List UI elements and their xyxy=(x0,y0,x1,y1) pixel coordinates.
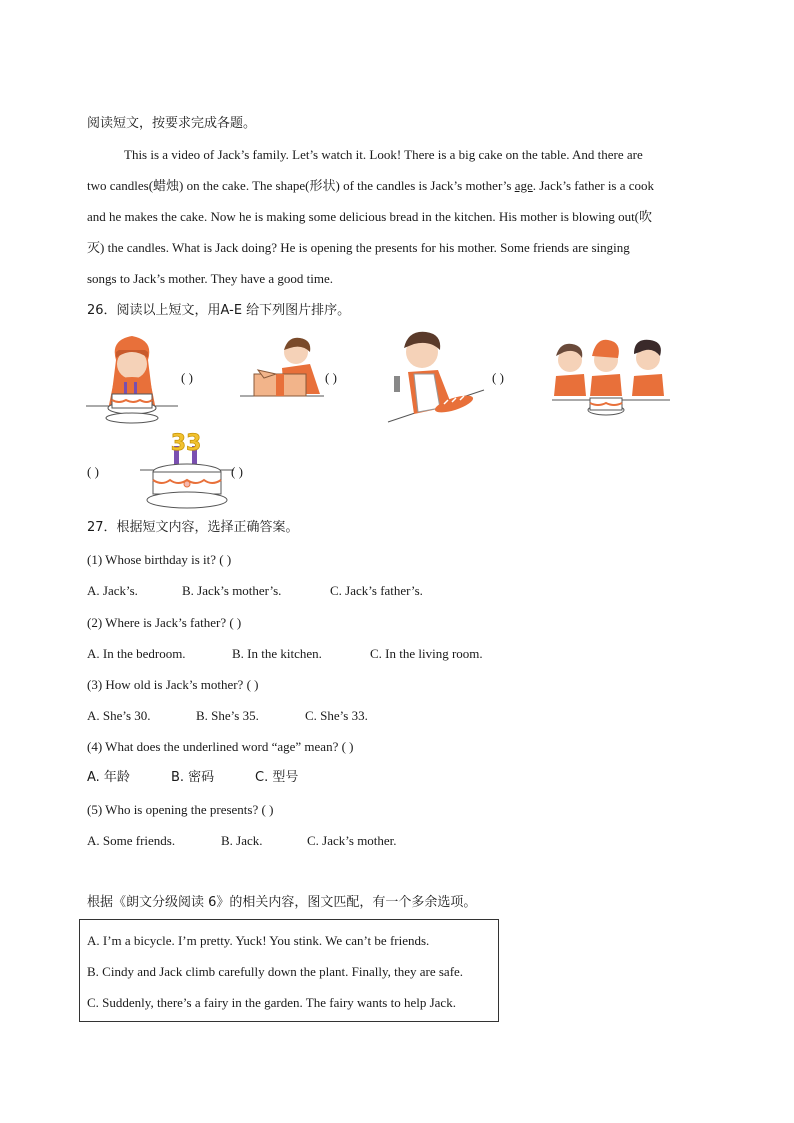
q27-4-question: (4) What does the underlined word “age” mean? ( ) xyxy=(87,739,354,754)
reading-instruction: 阅读短文，按要求完成各题。 xyxy=(87,116,257,131)
order-blank-3[interactable]: ( ) xyxy=(492,370,504,385)
order-blank-4[interactable]: ( ) xyxy=(87,464,99,479)
matching-option-c: C. Suddenly, there’s a fairy in the garden. The fairy wants to help Jack. xyxy=(87,995,456,1010)
passage-line-2a: two candles(蜡烛) on the cake. The shape(形状) of the candles is Jack’s mother’s xyxy=(87,178,515,193)
order-blank-1[interactable]: ( ) xyxy=(181,370,193,385)
birthday-cake-33-image xyxy=(140,432,234,512)
q27-1-option-b[interactable]: B. Jack’s mother’s. xyxy=(182,583,282,598)
q27-2-option-c[interactable]: C. In the living room. xyxy=(370,646,483,661)
order-blank-2[interactable]: ( ) xyxy=(325,370,337,385)
order-blank-5[interactable]: ( ) xyxy=(231,464,243,479)
q27-3-question: (3) How old is Jack’s mother? ( ) xyxy=(87,677,259,692)
matching-option-b: B. Cindy and Jack climb carefully down the plant. Finally, they are safe. xyxy=(87,964,464,979)
q27-2-option-b[interactable]: B. In the kitchen. xyxy=(232,646,322,661)
q27-3-option-c[interactable]: C. She’s 33. xyxy=(305,708,368,723)
passage-line-5: songs to Jack’s mother. They have a good time. xyxy=(87,271,333,286)
q27-1-option-a[interactable]: A. Jack’s. xyxy=(87,583,138,598)
q26-title: 26．阅读以上短文，用A-E 给下列图片排序。 xyxy=(87,303,351,318)
q27-2-question: (2) Where is Jack’s father? ( ) xyxy=(87,615,242,630)
q27-5-option-c[interactable]: C. Jack’s mother. xyxy=(307,833,397,848)
q27-4-option-b[interactable]: B. 密码 xyxy=(171,770,215,785)
q27-4-option-c[interactable]: C. 型号 xyxy=(255,770,299,785)
q27-1-option-c[interactable]: C. Jack’s father’s. xyxy=(330,583,423,598)
passage-line-2b: . Jack’s father is a cook xyxy=(532,178,655,193)
passage-line-2 xyxy=(87,178,654,194)
cake-candle-digits: 33 xyxy=(170,432,202,456)
jack-opening-present-image xyxy=(240,336,324,400)
q27-title: 27．根据短文内容，选择正确答案。 xyxy=(87,520,299,535)
q27-4-option-a[interactable]: A. 年龄 xyxy=(87,770,130,785)
underlined-word-age: age xyxy=(514,178,533,193)
q27-5-question: (5) Who is opening the presents? ( ) xyxy=(87,802,274,817)
q27-2-option-a[interactable]: A. In the bedroom. xyxy=(87,646,186,661)
q27-5-option-a[interactable]: A. Some friends. xyxy=(87,833,176,848)
q27-1-question: (1) Whose birthday is it? ( ) xyxy=(87,552,232,567)
passage-line-4: 灭) the candles. What is Jack doing? He is opening the presents for his mother. Some friends are singing xyxy=(87,240,630,255)
mother-blowing-candles-image xyxy=(86,330,178,426)
passage-line-1: This is a video of Jack’s family. Let’s watch it. Look! There is a big cake on the table. And there are xyxy=(124,147,643,162)
friends-singing-image xyxy=(552,336,670,420)
q27-5-option-b[interactable]: B. Jack. xyxy=(221,833,263,848)
section2-title: 根据《朗文分级阅读 6》的相关内容，图文匹配，有一个多余选项。 xyxy=(87,895,477,910)
father-making-bread-image xyxy=(386,330,486,424)
q27-3-option-b[interactable]: B. She’s 35. xyxy=(196,708,259,723)
passage-line-3: and he makes the cake. Now he is making some delicious bread in the kitchen. His mother is blowing out(吹 xyxy=(87,209,653,224)
q27-3-option-a[interactable]: A. She’s 30. xyxy=(87,708,151,723)
matching-option-a: A. I’m a bicycle. I’m pretty. Yuck! You stink. We can’t be friends. xyxy=(87,933,430,948)
